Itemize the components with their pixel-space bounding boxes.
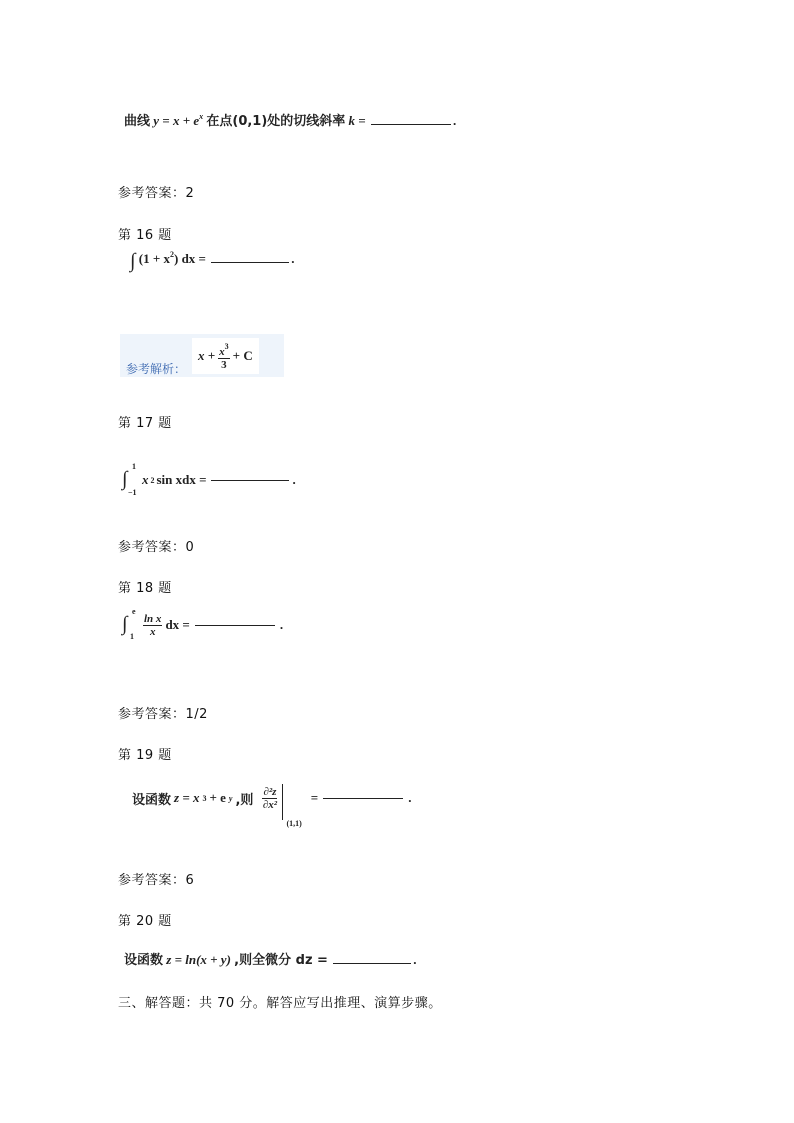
analysis-formula (192, 338, 259, 374)
question-18 (122, 607, 284, 641)
answer-value: 1/2 (185, 707, 208, 722)
fraction-numerator: x (219, 346, 225, 358)
q20-end: . (413, 952, 417, 967)
answer-19 (118, 869, 194, 888)
integral-lower: 1 (130, 632, 134, 641)
q16-body: (1 + x (138, 251, 170, 266)
integral-sign: ∫ (122, 468, 128, 490)
q17-tail: sin xdx = (156, 472, 207, 487)
q20-prefix: 设函数 (124, 953, 164, 968)
answer-blank (333, 962, 411, 964)
question-19 (132, 776, 412, 828)
q17-end: . (292, 472, 296, 487)
answer-blank (211, 261, 289, 263)
fraction (143, 613, 162, 638)
question-18-title: 第 18 题 (118, 581, 172, 596)
q15-end: . (452, 113, 457, 128)
q20-equation: z = ln(x + y) (166, 952, 231, 967)
integral-upper: e (132, 607, 136, 616)
q18-end: . (279, 617, 284, 632)
q19-mid: + e (209, 790, 226, 805)
answer-18 (118, 703, 208, 722)
q18-tail: dx = (165, 617, 190, 632)
section-3-heading: 三、解答题：共 70 分。解答应写出推理、演算步骤。 (118, 996, 442, 1011)
integral-sign: ∫ (130, 250, 136, 272)
q15-var: k = (348, 113, 366, 128)
question-19-title: 第 19 题 (118, 748, 172, 763)
fraction-denominator: x (149, 625, 156, 638)
evaluation-point: (1,1) (286, 819, 302, 828)
q19-end: . (408, 790, 412, 805)
question-15 (124, 110, 456, 129)
question-20 (124, 949, 416, 968)
answer-label: 参考答案： (118, 873, 186, 888)
q17-body: x (142, 472, 149, 487)
q19-then: ,则 (235, 792, 254, 808)
q15-prefix: 曲线 (124, 114, 151, 129)
q16-end: . (291, 251, 295, 266)
q17-sup: 2 (150, 475, 155, 485)
fraction-numerator-sup: 3 (224, 342, 229, 351)
analysis-16 (120, 334, 284, 377)
q19-equals: = (310, 790, 319, 805)
answer-blank (371, 123, 451, 125)
answer-value: 6 (185, 873, 195, 888)
fraction (218, 341, 230, 371)
integral-sign: ∫ (122, 613, 128, 635)
q15-exponent: x (199, 112, 204, 121)
answer-17 (118, 536, 194, 555)
answer-label: 参考答案： (118, 707, 186, 722)
fraction-numerator: ∂²z (263, 785, 277, 798)
q16-tail: ) dx = (173, 251, 206, 266)
q15-mid: 在点(0,1)处的切线斜率 (206, 114, 346, 129)
answer-value: 2 (185, 186, 195, 201)
question-16 (130, 250, 294, 273)
question-20-title: 第 20 题 (118, 914, 172, 929)
answer-label: 参考答案： (118, 540, 186, 555)
q19-sup1: 3 (202, 793, 207, 803)
partial-fraction (262, 786, 277, 811)
fraction-numerator: ln x (144, 612, 162, 625)
fraction-denominator: 3 (221, 359, 227, 371)
answer-blank (323, 797, 403, 799)
answer-value: 0 (185, 540, 195, 555)
q16-sup: 2 (169, 250, 174, 259)
fraction-denominator: ∂x² (262, 798, 278, 811)
q19-prefix: 设函数 (132, 792, 172, 808)
question-17 (122, 462, 296, 497)
q19-sup2: y (228, 793, 233, 803)
integral-lower: −1 (128, 488, 137, 497)
analysis-tail: + C (232, 348, 253, 363)
evaluation-bar (282, 784, 283, 820)
integral-upper: 1 (132, 462, 136, 471)
question-16-title: 第 16 题 (118, 228, 172, 243)
answer-label: 参考答案： (118, 186, 186, 201)
q20-mid: ,则全微分 dz = (234, 953, 328, 968)
answer-blank (195, 624, 275, 626)
q15-equation: y = x + e (153, 113, 200, 128)
analysis-label: 参考解析： (126, 362, 187, 376)
question-17-title: 第 17 题 (118, 416, 172, 431)
q19-equation: z = x (174, 790, 200, 805)
answer-15 (118, 182, 194, 201)
analysis-x: x + (198, 348, 216, 363)
answer-blank (211, 479, 289, 481)
